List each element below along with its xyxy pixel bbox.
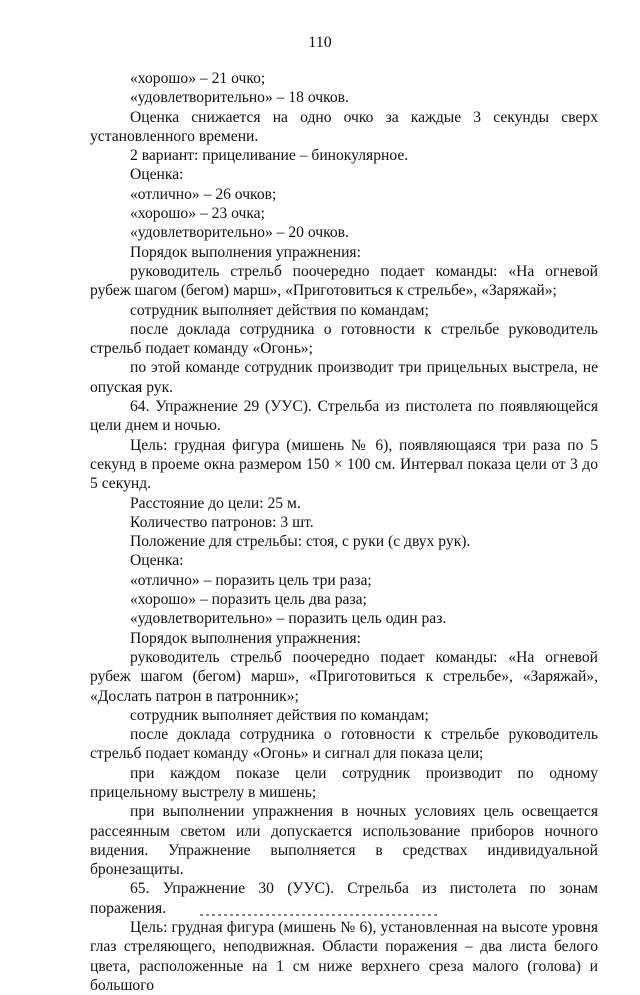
paragraph: «отлично» – 26 очков; — [130, 185, 277, 203]
paragraph: «хорошо» – 23 очка; — [130, 205, 265, 223]
document-body — [90, 69, 598, 995]
paragraph: руководитель стрельб поочередно подает команды: «На огневой рубеж шагом (бегом) марш», «Приготовиться к стрельбе», «Заряжай», «Дослать патрон в патронник»; — [90, 648, 598, 705]
paragraph: Количество патронов: 3 шт. — [130, 513, 314, 531]
paragraph: после доклада сотрудника о готовности к стрельбе руководитель стрельб подает команду «Огонь»; — [90, 320, 598, 358]
paragraph: Оценка снижается на одно очко за каждые 3 секунды сверх установленного времени. — [90, 108, 598, 145]
paragraph: Цель: грудная фигура (мишень № 6), установленная на высоте уровня глаз стреляющего, неподвижная. Области поражения – два листа белого цвета, расположенные на 1 см ниже верхнего среза малого (голова) и большого — [90, 919, 598, 994]
paragraph: при каждом показе цели сотрудник производит по одному прицельному выстрелу в мишень; — [90, 764, 598, 801]
paragraph: 2 вариант: прицеливание – бинокулярное. — [130, 147, 409, 165]
paragraph: 65. Упражнение 30 (УУС). Стрельба из пистолета по зонам поражения. — [90, 880, 598, 917]
paragraph: при выполнении упражнения в ночных условиях цель освещается рассеянным светом или допускается использование приборов ночного видения. Упражнение выполняется в средствах индивидуальной бронезащиты. — [90, 803, 598, 879]
paragraph: Оценка: — [130, 552, 184, 570]
paragraph: 64. Упражнение 29 (УУС). Стрельба из пистолета по появляющейся цели днем и ночью. — [90, 398, 598, 435]
paragraph: «отлично» – поразить цель три раза; — [130, 571, 372, 589]
paragraph: «хорошо» – поразить цель два раза; — [130, 591, 367, 609]
paragraph: «удовлетворительно» – 20 очков. — [130, 224, 349, 242]
paragraph: по этой команде сотрудник производит три прицельных выстрела, не опуская рук. — [90, 359, 598, 396]
paragraph: Расстояние до цели: 25 м. — [130, 494, 301, 512]
page-number: 110 — [308, 34, 332, 51]
paragraph: после доклада сотрудника о готовности к стрельбе руководитель стрельб подает команду «Огонь» и сигнал для показа цели; — [90, 726, 598, 763]
paragraph: Положение для стрельбы: стоя, с руки (с двух рук). — [130, 533, 471, 551]
paragraph: Цель: грудная фигура (мишень № 6), появляющаяся три раза по 5 секунд в проеме окна размером 150 × 100 см. Интервал показа цели от 3 до 5 секунд. — [90, 436, 598, 493]
paragraph: сотрудник выполняет действия по командам; — [130, 706, 429, 724]
paragraph: «удовлетворительно» – 18 очков. — [130, 89, 349, 107]
paragraph: Порядок выполнения упражнения: — [130, 629, 361, 647]
paragraph: Порядок выполнения упражнения: — [130, 243, 361, 261]
paragraph: сотрудник выполняет действия по командам; — [130, 301, 429, 319]
paragraph: «хорошо» – 21 очко; — [130, 70, 266, 87]
paragraph: руководитель стрельб поочередно подает команды: «На огневой рубеж шагом (бегом) марш», «Приготовиться к стрельбе», «Заряжай»; — [90, 262, 598, 300]
paragraph: Оценка: — [130, 166, 184, 184]
scan-edge-mark — [200, 914, 440, 916]
paragraph: «удовлетворительно» – поразить цель один раз. — [130, 610, 447, 628]
